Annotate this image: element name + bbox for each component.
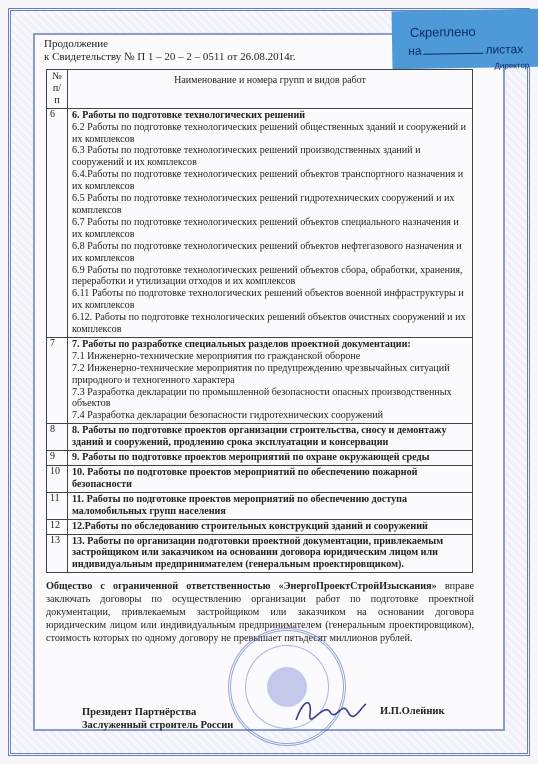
row-number: 13	[47, 534, 68, 573]
group-title: 12.Работы по обследованию строительных конструкций зданий и сооружений	[72, 520, 428, 532]
row-content	[68, 108, 473, 337]
column-header-number: № п/п	[47, 70, 68, 109]
row-number: 12	[47, 519, 68, 534]
group-title: 7. Работы по разработке специальных разделов проектной документации:	[72, 338, 411, 350]
header-line-2: к Свидетельству № П 1 – 20 – 2 – 0511 от 26.08.2014г.	[44, 51, 296, 63]
company-name: Общество с ограниченной ответственностью «ЭнергоПроектСтройИзыскания»	[46, 581, 437, 592]
group-title: 10. Работы по подготовке проектов мероприятий по обеспечению пожарной безопасности	[72, 467, 418, 490]
row-number: 8	[47, 424, 68, 451]
row-content	[68, 337, 473, 423]
signer-name: И.П.Олейник	[380, 706, 445, 717]
header-line-1: Продолжение	[44, 38, 109, 50]
work-item: 6.11 Работы по подготовке технологических решений объектов военной инфраструктуры и их комплексов	[72, 288, 464, 312]
work-item: 7.4 Разработка декларации безопасности гидротехнических сооружений	[72, 410, 384, 422]
handwritten-signature	[290, 690, 370, 730]
stamp-line-2	[408, 42, 523, 58]
work-item: 6.9 Работы по подготовке технологических решений объектов сбора, обработки, хранения, переработки и утилизации отходов и их комплексов	[72, 264, 463, 288]
row-content	[68, 519, 473, 534]
row-content	[68, 451, 473, 466]
document-header	[44, 38, 296, 64]
group-title: 8. Работы по подготовке проектов организации строительства, сносу и демонтажу зданий и сооружений, продлению срока эксплуатации и консервации	[72, 425, 447, 449]
stamp-on: на	[408, 43, 422, 59]
table-row	[47, 337, 473, 423]
row-number: 11	[47, 492, 68, 519]
row-content	[68, 492, 473, 519]
stamp-sheets: листах	[485, 42, 524, 57]
works-table	[46, 69, 473, 573]
work-item: 6.2 Работы по подготовке технологических решений общественных зданий и сооружений и их комплексов	[72, 121, 467, 145]
group-title: 13. Работы по организации подготовки проектной документации, привлекаемым застройщиком или заказчиком на основании договора юридическим лицом или индивидуальным предпринимателем (генеральным проектировщиком).	[72, 535, 444, 571]
row-content	[68, 466, 473, 493]
table-row	[47, 451, 473, 466]
paragraph-text: вправе заключать договоры по осуществлению организации работ по подготовке проектной документации, привлекаемым застройщиком или заказчиком на основании договора юридическим лицом или индивидуальным предпринимателем (генеральным проектировщиком), стоимость которых по одному договору не превышает пятьдесят миллионов рублей.	[46, 581, 474, 644]
work-item: 6.4.Работы по подготовке технологических решений объектов транспортного назначения и их комплексов	[72, 169, 464, 193]
work-item: 6.8 Работы по подготовке технологических решений объектов нефтегазового назначения и их комплексов	[72, 240, 462, 264]
row-number: 10	[47, 466, 68, 493]
row-content	[68, 534, 473, 573]
signer-title-1: Президент Партнёрства	[82, 707, 197, 718]
table-row	[47, 534, 473, 573]
row-number: 9	[47, 451, 68, 466]
table-row	[47, 492, 473, 519]
work-item: 7.1 Инженерно-технические мероприятия по гражданской обороне	[72, 350, 361, 362]
work-item: 6.3 Работы по подготовке технологических решений производственных зданий и сооружений и их комплексов	[72, 145, 421, 169]
group-title: 9. Работы по подготовке проектов мероприятий по охране окружающей среды	[72, 452, 430, 464]
work-item: 6.7 Работы по подготовке технологических решений объектов специального назначения и их комплексов	[72, 216, 459, 240]
work-item: 7.3 Разработка декларации по промышленной безопасности опасных производственных объектов	[72, 386, 452, 410]
row-number: 6	[47, 108, 68, 337]
table-row	[47, 424, 473, 451]
row-content	[68, 424, 473, 451]
work-item: 6.5 Работы по подготовке технологических решений гидротехнических сооружений и их комплексов	[72, 193, 455, 216]
table-row	[47, 108, 473, 337]
table-row	[47, 519, 473, 534]
group-title: 6. Работы по подготовке технологических решений	[72, 109, 306, 121]
signer-title	[82, 706, 233, 732]
table-row	[47, 466, 473, 493]
work-item: 6.12. Работы по подготовке технологических решений объектов очистных сооружений и их комплексов	[72, 312, 466, 336]
binding-stamp	[392, 9, 538, 70]
group-title: 11. Работы по подготовке проектов мероприятий по обеспечению доступа маломобильных групп населения	[72, 493, 408, 517]
signer-title-2: Заслуженный строитель России	[82, 720, 234, 731]
stamp-line-1: Скреплено	[409, 23, 476, 40]
column-header-name: Наименование и номера групп и видов работ	[68, 70, 473, 109]
row-number: 7	[47, 337, 68, 423]
work-item: 7.2 Инженерно-технические мероприятия по предупреждению чрезвычайных ситуаций природного и техногенного характера	[72, 362, 450, 386]
table-header-row	[47, 70, 473, 109]
stamp-role: Директор	[494, 60, 530, 71]
